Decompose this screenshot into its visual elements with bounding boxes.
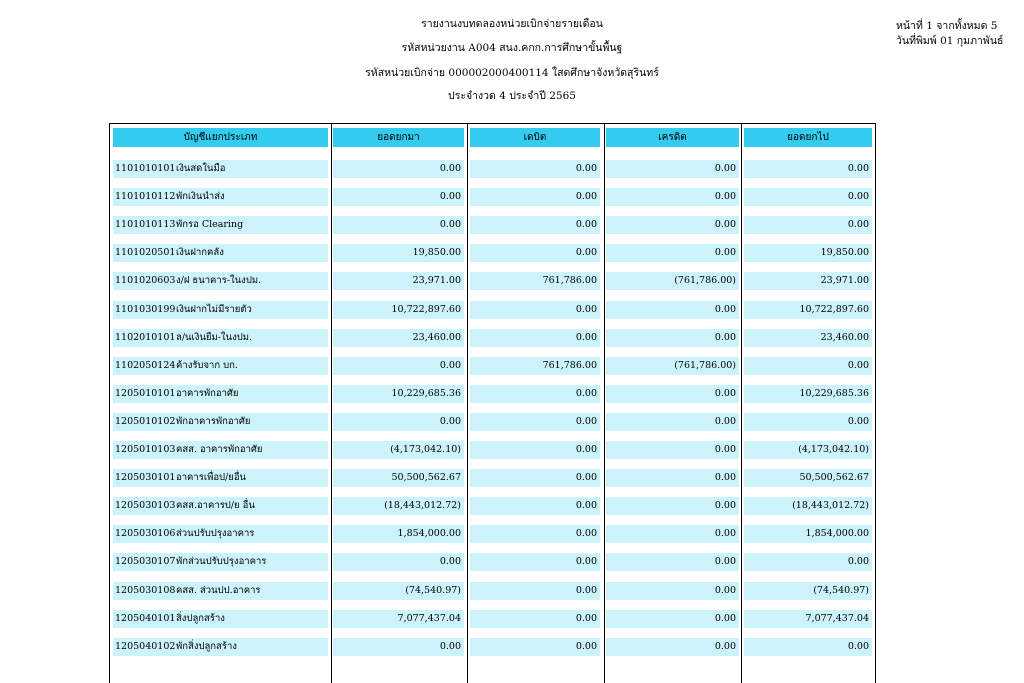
header-account: บัญชีแยกประเภท xyxy=(113,128,328,147)
credit-cell: 0.00 xyxy=(606,441,739,459)
credit-cell: 0.00 xyxy=(606,244,739,262)
debit-cell: 0.00 xyxy=(470,385,600,403)
account-cell xyxy=(113,610,328,628)
debit-cell: 0.00 xyxy=(470,469,600,487)
table-row xyxy=(0,497,1024,515)
debit-cell: 761,786.00 xyxy=(470,357,600,375)
table-row xyxy=(0,469,1024,487)
account-name: พักส่วนปรับปรุงอาคาร xyxy=(176,556,267,568)
account-cell xyxy=(113,272,328,290)
brought-forward-cell: (74,540.97) xyxy=(333,582,464,600)
credit-cell: 0.00 xyxy=(606,469,739,487)
account-code: 1205030107 xyxy=(115,556,176,568)
agency-line: รหัสหน่วยงาน A004 สนง.คกก.การศึกษาขั้นพื้นฐ xyxy=(401,42,623,54)
debit-cell: 0.00 xyxy=(470,188,600,206)
account-cell xyxy=(113,441,328,459)
account-name: ง/ฝ ธนาคาร-ในงปม. xyxy=(176,275,262,287)
brought-forward-cell: 23,460.00 xyxy=(333,329,464,347)
table-row xyxy=(0,216,1024,234)
credit-cell: 0.00 xyxy=(606,525,739,543)
period-line: ประจำงวด 4 ประจำปี 2565 xyxy=(448,90,576,102)
brought-forward-cell: 50,500,562.67 xyxy=(333,469,464,487)
account-name: พักอาคารพักอาศัย xyxy=(176,415,251,427)
account-cell xyxy=(113,497,328,515)
brought-forward-cell: (4,173,042.10) xyxy=(333,441,464,459)
account-code: 1102010101 xyxy=(115,331,176,343)
account-cell xyxy=(113,582,328,600)
brought-forward-cell: 1,854,000.00 xyxy=(333,525,464,543)
account-cell xyxy=(113,160,328,178)
header-carried-forward: ยอดยกไป xyxy=(744,128,872,147)
credit-cell: 0.00 xyxy=(606,301,739,319)
table-row xyxy=(0,610,1024,628)
account-cell xyxy=(113,188,328,206)
brought-forward-cell: 7,077,437.04 xyxy=(333,610,464,628)
credit-cell: (761,786.00) xyxy=(606,272,739,290)
credit-cell: 0.00 xyxy=(606,413,739,431)
account-code: 1101020501 xyxy=(115,247,176,259)
carried-forward-cell: 1,854,000.00 xyxy=(744,525,872,543)
table-row xyxy=(0,582,1024,600)
header-brought-forward: ยอดยกมา xyxy=(333,128,464,147)
account-code: 1101010113 xyxy=(115,219,176,231)
account-code: 1101010112 xyxy=(115,191,176,203)
account-name: พักสิ่งปลูกสร้าง xyxy=(176,640,237,652)
carried-forward-cell: 0.00 xyxy=(744,638,872,656)
brought-forward-cell: (18,443,012.72) xyxy=(333,497,464,515)
account-code: 1101020603 xyxy=(115,275,176,287)
account-name: ค้างรับจาก บก. xyxy=(176,359,238,371)
debit-cell: 0.00 xyxy=(470,160,600,178)
account-code: 1102050124 xyxy=(115,359,176,371)
credit-cell: 0.00 xyxy=(606,582,739,600)
account-cell xyxy=(113,413,328,431)
brought-forward-cell: 19,850.00 xyxy=(333,244,464,262)
table-row xyxy=(0,413,1024,431)
brought-forward-cell: 0.00 xyxy=(333,357,464,375)
account-name: อาคารพักอาศัย xyxy=(176,387,239,399)
carried-forward-cell: 0.00 xyxy=(744,357,872,375)
table-row xyxy=(0,441,1024,459)
carried-forward-cell: 10,229,685.36 xyxy=(744,385,872,403)
credit-cell: 0.00 xyxy=(606,329,739,347)
table-row xyxy=(0,329,1024,347)
account-code: 1205010103 xyxy=(115,444,176,455)
account-name: ส่วนปรับปรุงอาคาร xyxy=(176,528,255,540)
table-row xyxy=(0,160,1024,178)
table-row xyxy=(0,638,1024,656)
debit-cell: 0.00 xyxy=(470,610,600,628)
account-code: 1205030103 xyxy=(115,500,176,512)
brought-forward-cell: 0.00 xyxy=(333,160,464,178)
account-cell xyxy=(113,329,328,347)
credit-cell: 0.00 xyxy=(606,553,739,571)
header-debit: เดบิต xyxy=(470,128,600,147)
account-cell xyxy=(113,553,328,571)
account-cell xyxy=(113,357,328,375)
account-name: เงินสดในมือ xyxy=(176,163,226,174)
carried-forward-cell: 0.00 xyxy=(744,553,872,571)
credit-cell: 0.00 xyxy=(606,160,739,178)
account-code: 1205010101 xyxy=(115,387,176,399)
carried-forward-cell: 50,500,562.67 xyxy=(744,469,872,487)
credit-cell: 0.00 xyxy=(606,638,739,656)
debit-cell: 0.00 xyxy=(470,553,600,571)
debit-cell: 0.00 xyxy=(470,525,600,543)
credit-cell: 0.00 xyxy=(606,188,739,206)
table-row xyxy=(0,272,1024,290)
table-row xyxy=(0,244,1024,262)
account-name: สิ่งปลูกสร้าง xyxy=(176,612,225,624)
table-row xyxy=(0,188,1024,206)
debit-cell: 0.00 xyxy=(470,441,600,459)
account-code: 1205010102 xyxy=(115,415,176,427)
debit-cell: 761,786.00 xyxy=(470,272,600,290)
debit-cell: 0.00 xyxy=(470,497,600,515)
print-date: วันที่พิมพ์ 01 กุมภาพันธ์ xyxy=(896,35,1004,47)
report-title: รายงานงบทดลองหน่วยเบิกจ่ายรายเดือน xyxy=(421,18,603,30)
credit-cell: 0.00 xyxy=(606,385,739,403)
carried-forward-cell: 23,460.00 xyxy=(744,329,872,347)
account-code: 1101010101 xyxy=(115,163,176,174)
account-name: เงินฝากไม่มีรายตัว xyxy=(176,303,252,315)
account-code: 1205030108 xyxy=(115,584,176,596)
account-cell xyxy=(113,216,328,234)
carried-forward-cell: 0.00 xyxy=(744,413,872,431)
account-name: คสส. อาคารพักอาศัย xyxy=(176,444,263,455)
carried-forward-cell: 23,971.00 xyxy=(744,272,872,290)
account-name: ล/นเงินยืม-ในงปม. xyxy=(176,331,253,343)
account-name: คสส. ส่วนปป.อาคาร xyxy=(176,584,261,596)
account-code: 1205040101 xyxy=(115,612,176,624)
page-info: หน้าที่ 1 จากทั้งหมด 5 xyxy=(896,20,998,32)
account-cell xyxy=(113,385,328,403)
debit-cell: 0.00 xyxy=(470,329,600,347)
carried-forward-cell: 7,077,437.04 xyxy=(744,610,872,628)
brought-forward-cell: 0.00 xyxy=(333,216,464,234)
credit-cell: (761,786.00) xyxy=(606,357,739,375)
account-code: 1205040102 xyxy=(115,640,176,652)
credit-cell: 0.00 xyxy=(606,610,739,628)
disbursing-unit-line: รหัสหน่วยเบิกจ่าย 0000020004001​14 ใสดศึกษาจังหวัดสุรินทร์ xyxy=(365,67,659,79)
account-cell xyxy=(113,301,328,319)
account-name: เงินฝากคลัง xyxy=(176,247,224,259)
brought-forward-cell: 0.00 xyxy=(333,638,464,656)
table-row xyxy=(0,301,1024,319)
carried-forward-cell: 0.00 xyxy=(744,216,872,234)
header-credit: เครดิต xyxy=(606,128,739,147)
account-cell xyxy=(113,638,328,656)
account-cell xyxy=(113,469,328,487)
debit-cell: 0.00 xyxy=(470,413,600,431)
brought-forward-cell: 0.00 xyxy=(333,553,464,571)
debit-cell: 0.00 xyxy=(470,244,600,262)
account-name: คสส.อาคารป/ย อื่น xyxy=(176,500,255,512)
account-code: 1101030199 xyxy=(115,303,176,315)
table-row xyxy=(0,357,1024,375)
credit-cell: 0.00 xyxy=(606,497,739,515)
account-cell xyxy=(113,525,328,543)
brought-forward-cell: 0.00 xyxy=(333,413,464,431)
debit-cell: 0.00 xyxy=(470,216,600,234)
carried-forward-cell: (74,540.97) xyxy=(744,582,872,600)
table-row xyxy=(0,525,1024,543)
brought-forward-cell: 10,722,897.60 xyxy=(333,301,464,319)
brought-forward-cell: 0.00 xyxy=(333,188,464,206)
account-code: 1205030101 xyxy=(115,472,176,484)
debit-cell: 0.00 xyxy=(470,301,600,319)
account-name: พักรอ Clearing xyxy=(176,219,244,231)
carried-forward-cell: 0.00 xyxy=(744,160,872,178)
carried-forward-cell: (18,443,012.72) xyxy=(744,497,872,515)
credit-cell: 0.00 xyxy=(606,216,739,234)
brought-forward-cell: 23,971.00 xyxy=(333,272,464,290)
account-name: พักเงินนำส่ง xyxy=(176,191,225,203)
carried-forward-cell: (4,173,042.10) xyxy=(744,441,872,459)
carried-forward-cell: 10,722,897.60 xyxy=(744,301,872,319)
account-code: 1205030106 xyxy=(115,528,176,540)
carried-forward-cell: 0.00 xyxy=(744,188,872,206)
brought-forward-cell: 10,229,685.36 xyxy=(333,385,464,403)
carried-forward-cell: 19,850.00 xyxy=(744,244,872,262)
table-row xyxy=(0,385,1024,403)
account-name: อาคารเพื่อป/ยอื่น xyxy=(176,472,247,484)
debit-cell: 0.00 xyxy=(470,582,600,600)
debit-cell: 0.00 xyxy=(470,638,600,656)
account-cell xyxy=(113,244,328,262)
table-row xyxy=(0,553,1024,571)
